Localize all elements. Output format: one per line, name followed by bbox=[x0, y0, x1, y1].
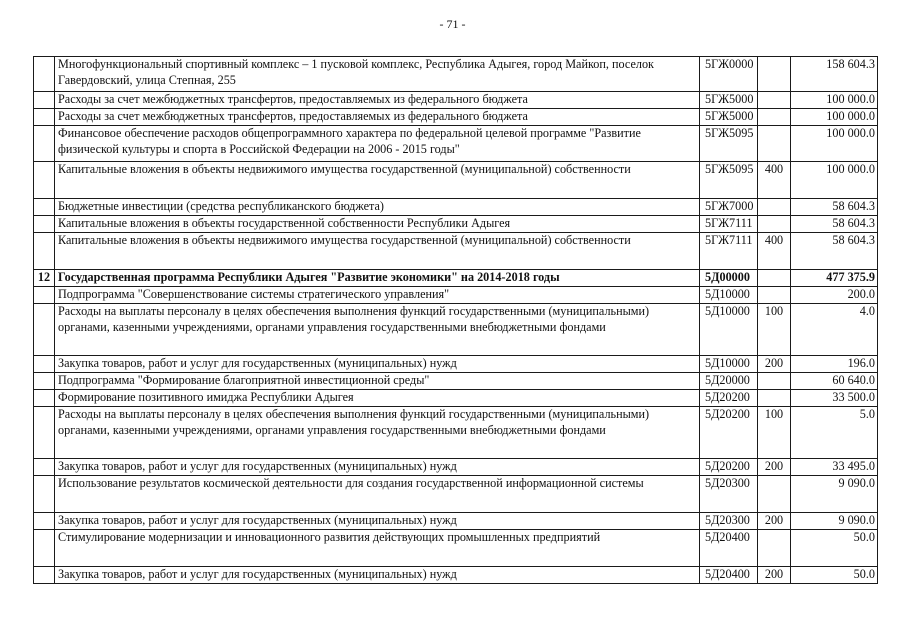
expense-name-cell: Подпрограмма "Формирование благоприятной инвестиционной среды" bbox=[55, 373, 700, 390]
budget-table bbox=[33, 56, 878, 584]
expense-name-cell: Закупка товаров, работ и услуг для государственных (муниципальных) нужд bbox=[55, 459, 700, 476]
amount-cell: 4.0 bbox=[791, 304, 878, 356]
table-row bbox=[34, 216, 878, 233]
budget-table-body bbox=[34, 57, 878, 584]
budget-code-cell: 5ГЖ5095 bbox=[700, 126, 758, 162]
budget-code-cell: 5Д10000 bbox=[700, 287, 758, 304]
row-number-cell bbox=[34, 304, 55, 356]
row-number-cell bbox=[34, 567, 55, 584]
budget-code-cell: 5ГЖ7111 bbox=[700, 216, 758, 233]
row-number-cell bbox=[34, 162, 55, 199]
table-row bbox=[34, 407, 878, 459]
expense-type-cell: 100 bbox=[758, 304, 791, 356]
expense-type-cell bbox=[758, 216, 791, 233]
budget-code-cell: 5ГЖ5000 bbox=[700, 109, 758, 126]
expense-name-cell: Расходы на выплаты персоналу в целях обеспечения выполнения функций государственными (муниципальными) органами, казенными учреждениями, органами управления государственными внебюджетными фондами bbox=[55, 407, 700, 459]
row-number-cell bbox=[34, 476, 55, 513]
expense-type-cell bbox=[758, 530, 791, 567]
expense-type-cell bbox=[758, 109, 791, 126]
budget-code-cell: 5Д20200 bbox=[700, 459, 758, 476]
row-number-cell bbox=[34, 216, 55, 233]
row-number-cell bbox=[34, 530, 55, 567]
amount-cell: 33 495.0 bbox=[791, 459, 878, 476]
table-row bbox=[34, 390, 878, 407]
expense-name-cell: Бюджетные инвестиции (средства республиканского бюджета) bbox=[55, 199, 700, 216]
expense-name-cell: Расходы за счет межбюджетных трансфертов, предоставляемых из федерального бюджета bbox=[55, 109, 700, 126]
table-row bbox=[34, 459, 878, 476]
amount-cell: 58 604.3 bbox=[791, 233, 878, 270]
expense-type-cell: 400 bbox=[758, 233, 791, 270]
expense-type-cell bbox=[758, 287, 791, 304]
table-row bbox=[34, 530, 878, 567]
amount-cell: 33 500.0 bbox=[791, 390, 878, 407]
budget-code-cell: 5ГЖ7111 bbox=[700, 233, 758, 270]
amount-cell: 477 375.9 bbox=[791, 270, 878, 287]
row-number-cell bbox=[34, 459, 55, 476]
budget-code-cell: 5Д20300 bbox=[700, 476, 758, 513]
amount-cell: 58 604.3 bbox=[791, 216, 878, 233]
table-row bbox=[34, 287, 878, 304]
budget-code-cell: 5Д20400 bbox=[700, 530, 758, 567]
row-number-cell bbox=[34, 92, 55, 109]
table-row bbox=[34, 109, 878, 126]
budget-code-cell: 5Д20200 bbox=[700, 407, 758, 459]
expense-name-cell: Закупка товаров, работ и услуг для государственных (муниципальных) нужд bbox=[55, 513, 700, 530]
amount-cell: 50.0 bbox=[791, 567, 878, 584]
expense-type-cell: 200 bbox=[758, 513, 791, 530]
budget-code-cell: 5ГЖ7000 bbox=[700, 199, 758, 216]
amount-cell: 50.0 bbox=[791, 530, 878, 567]
row-number-cell bbox=[34, 287, 55, 304]
page-number: - 71 - bbox=[439, 17, 466, 31]
table-row bbox=[34, 304, 878, 356]
expense-name-cell: Закупка товаров, работ и услуг для государственных (муниципальных) нужд bbox=[55, 356, 700, 373]
table-row bbox=[34, 476, 878, 513]
row-number-cell bbox=[34, 126, 55, 162]
table-row bbox=[34, 513, 878, 530]
amount-cell: 5.0 bbox=[791, 407, 878, 459]
table-row bbox=[34, 270, 878, 287]
expense-name-cell: Расходы на выплаты персоналу в целях обеспечения выполнения функций государственными (муниципальными) органами, казенными учреждениями, органами управления государственными внебюджетными фондами bbox=[55, 304, 700, 356]
amount-cell: 200.0 bbox=[791, 287, 878, 304]
expense-type-cell bbox=[758, 57, 791, 92]
expense-name-cell: Формирование позитивного имиджа Республики Адыгея bbox=[55, 390, 700, 407]
row-number-cell bbox=[34, 199, 55, 216]
row-number-cell bbox=[34, 356, 55, 373]
budget-code-cell: 5ГЖ0000 bbox=[700, 57, 758, 92]
budget-code-cell: 5ГЖ5095 bbox=[700, 162, 758, 199]
budget-code-cell: 5ГЖ5000 bbox=[700, 92, 758, 109]
expense-name-cell: Подпрограмма "Совершенствование системы стратегического управления" bbox=[55, 287, 700, 304]
expense-type-cell: 200 bbox=[758, 567, 791, 584]
amount-cell: 58 604.3 bbox=[791, 199, 878, 216]
expense-type-cell bbox=[758, 373, 791, 390]
expense-name-cell: Закупка товаров, работ и услуг для государственных (муниципальных) нужд bbox=[55, 567, 700, 584]
table-row bbox=[34, 356, 878, 373]
table-row bbox=[34, 567, 878, 584]
table-row bbox=[34, 57, 878, 92]
budget-code-cell: 5Д10000 bbox=[700, 304, 758, 356]
amount-cell: 9 090.0 bbox=[791, 513, 878, 530]
expense-name-cell: Капитальные вложения в объекты государственной собственности Республики Адыгея bbox=[55, 216, 700, 233]
row-number-cell bbox=[34, 373, 55, 390]
row-number-cell bbox=[34, 390, 55, 407]
expense-name-cell: Расходы за счет межбюджетных трансфертов, предоставляемых из федерального бюджета bbox=[55, 92, 700, 109]
amount-cell: 196.0 bbox=[791, 356, 878, 373]
expense-name-cell: Использование результатов космической деятельности для создания государственной информационной системы bbox=[55, 476, 700, 513]
row-number-cell bbox=[34, 57, 55, 92]
row-number-cell bbox=[34, 513, 55, 530]
expense-type-cell bbox=[758, 199, 791, 216]
row-number-cell bbox=[34, 407, 55, 459]
amount-cell: 100 000.0 bbox=[791, 126, 878, 162]
table-row bbox=[34, 199, 878, 216]
budget-code-cell: 5Д20200 bbox=[700, 390, 758, 407]
table-row bbox=[34, 233, 878, 270]
expense-type-cell: 200 bbox=[758, 356, 791, 373]
budget-code-cell: 5Д20400 bbox=[700, 567, 758, 584]
expense-name-cell: Стимулирование модернизации и инновационного развития действующих промышленных предприятий bbox=[55, 530, 700, 567]
budget-code-cell: 5Д10000 bbox=[700, 356, 758, 373]
row-number-cell bbox=[34, 233, 55, 270]
row-number-cell: 12 bbox=[34, 270, 55, 287]
budget-code-cell: 5Д20000 bbox=[700, 373, 758, 390]
expense-type-cell bbox=[758, 92, 791, 109]
expense-name-cell: Государственная программа Республики Адыгея "Развитие экономики" на 2014-2018 годы bbox=[55, 270, 700, 287]
table-row bbox=[34, 92, 878, 109]
expense-type-cell: 200 bbox=[758, 459, 791, 476]
amount-cell: 100 000.0 bbox=[791, 92, 878, 109]
expense-name-cell: Финансовое обеспечение расходов общепрограммного характера по федеральной целевой программе "Развитие физической культуры и спорта в Российской Федерации на 2006 - 2015 годы" bbox=[55, 126, 700, 162]
budget-code-cell: 5Д00000 bbox=[700, 270, 758, 287]
amount-cell: 100 000.0 bbox=[791, 162, 878, 199]
budget-code-cell: 5Д20300 bbox=[700, 513, 758, 530]
amount-cell: 100 000.0 bbox=[791, 109, 878, 126]
expense-type-cell bbox=[758, 390, 791, 407]
expense-type-cell: 100 bbox=[758, 407, 791, 459]
table-row bbox=[34, 373, 878, 390]
expense-type-cell bbox=[758, 270, 791, 287]
expense-type-cell: 400 bbox=[758, 162, 791, 199]
table-row bbox=[34, 162, 878, 199]
expense-type-cell bbox=[758, 126, 791, 162]
expense-name-cell: Многофункциональный спортивный комплекс – 1 пусковой комплекс, Республика Адыгея, город Майкоп, поселок Гавердовский, улица Степная, 255 bbox=[55, 57, 700, 92]
row-number-cell bbox=[34, 109, 55, 126]
expense-type-cell bbox=[758, 476, 791, 513]
amount-cell: 158 604.3 bbox=[791, 57, 878, 92]
table-row bbox=[34, 126, 878, 162]
expense-name-cell: Капитальные вложения в объекты недвижимого имущества государственной (муниципальной) собственности bbox=[55, 162, 700, 199]
expense-name-cell: Капитальные вложения в объекты недвижимого имущества государственной (муниципальной) собственности bbox=[55, 233, 700, 270]
amount-cell: 60 640.0 bbox=[791, 373, 878, 390]
amount-cell: 9 090.0 bbox=[791, 476, 878, 513]
